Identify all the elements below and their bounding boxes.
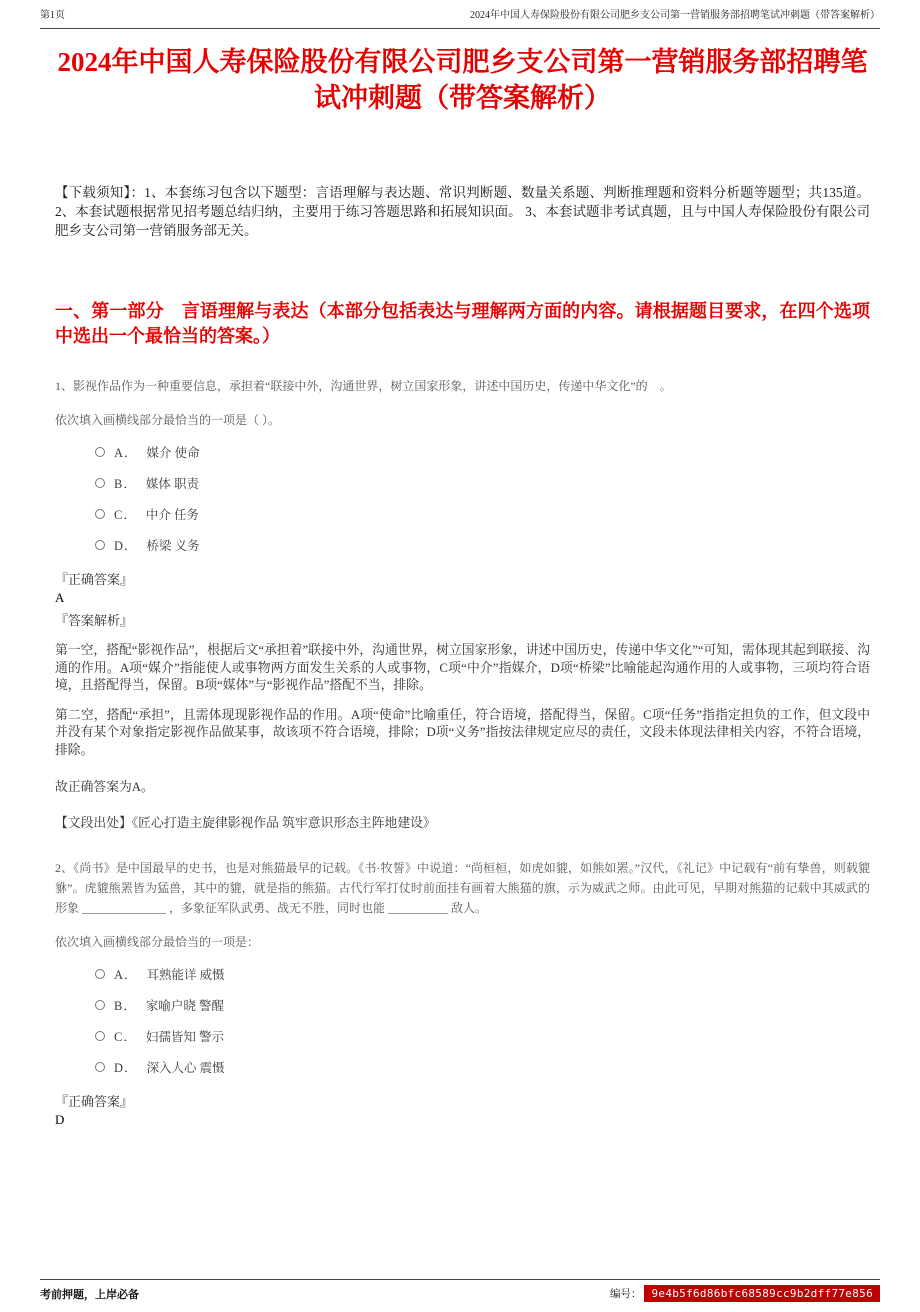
option-label: D． [114,1060,138,1075]
question-2-answer: D [55,1112,65,1128]
question-2-stem: 2、《尚书》是中国最早的史书，也是对熊猫最早的记载。《书·牧誓》中说道：“尚桓桓，如虎如貔，如熊如罴。”汉代，《礼记》中记载有“前有挚兽，则载貔貅”。虎貔熊罴皆为猛兽，其中的貔，就是指的熊猫。古代行军打仗时前面挂有画着大熊猫的旗，示为威武之师。由此可见，早期对熊猫的记载中其威武的形象 ______________ ，多象征军队武勇、战无不胜，同时也能 __________ 敌人。 [55,860,870,915]
question-2-option-b[interactable] [55,989,870,1020]
section-heading: 一、第一部分 言语理解与表达（本部分包括表达与理解两方面的内容。请根据题目要求，在四个选项中选出一个最恰当的答案。） [55,300,870,346]
radio-icon[interactable] [95,540,105,550]
radio-icon[interactable] [95,969,105,979]
question-1-source: 【文段出处】《匠心打造主旋律影视作品 筑牢意识形态主阵地建设》 [55,815,436,830]
page-content [55,45,870,1128]
question-1-analysis-label: 『答案解析』 [55,613,134,629]
question-1-option-b[interactable] [55,467,870,498]
question-2-option-c[interactable] [55,1020,870,1051]
option-label: C． [114,1029,137,1044]
question-2-option-a[interactable] [55,958,870,989]
option-label: D． [114,538,138,553]
option-label: A． [114,445,138,460]
question-1 [55,377,870,831]
question-1-option-c[interactable] [55,498,870,529]
radio-icon[interactable] [95,1000,105,1010]
radio-icon[interactable] [95,1031,105,1041]
question-2-prompt: 依次填入画横线部分最恰当的一项是： [55,935,260,950]
question-1-option-d[interactable] [55,529,870,560]
question-2 [55,859,870,1128]
download-notice: 【下载须知】：1、本套练习包含以下题型：言语理解与表达题、常识判断题、数量关系题、判断推理题和资料分析题等题型；共135道。 2、本套试题根据常见招考题总结归纳，主要用于练习答题思路和拓展知识面。 3、本套试题非考试真题，且与中国人寿保险股份有限公司肥乡支公司第一营销服务部无关。 [55,185,870,239]
radio-icon[interactable] [95,478,105,488]
question-1-analysis-p1: 第一空，搭配“影视作品”，根据后文“承担着”联接中外，沟通世界，树立国家形象，讲述中国历史，传递中华文化”“可知，需体现其起到联接、沟通的作用。A项“媒介”指能使人或事物两方面发生关系的人或事物，C项“中介”指媒介，D项“桥梁”比喻能起沟通作用的人或事物，三项均符合语境，且搭配得当，保留。B项“媒体”与“影视作品”搭配不当，排除。 [55,643,870,692]
option-label: B． [114,998,137,1013]
radio-icon[interactable] [95,447,105,457]
question-2-answer-label: 『正确答案』 [55,1094,134,1110]
header-doc-title: 2024年中国人寿保险股份有限公司肥乡支公司第一营销服务部招聘笔试冲刺题（带答案解析） [470,10,880,21]
footer-slogan: 考前押题，上岸必备 [40,1288,139,1301]
page-number: 第1页 [40,10,65,21]
question-1-options [55,436,870,560]
question-2-options [55,958,870,1082]
option-text: 家喻户晓 警醒 [145,998,224,1013]
code-badge: 9e4b5f6d86bfc68589cc9b2dff77e856 [644,1285,880,1302]
option-text: 耳熟能详 威慑 [146,967,225,982]
page-header [40,10,880,29]
footer-code [610,1285,880,1302]
question-1-answer: A [55,590,65,606]
question-1-answer-label: 『正确答案』 [55,572,134,588]
radio-icon[interactable] [95,1062,105,1072]
question-1-stem: 1、影视作品作为一种重要信息，承担着“联接中外，沟通世界，树立国家形象，讲述中国历史，传递中华文化”的 。 [55,378,672,393]
option-text: 媒介 使命 [146,445,200,460]
option-label: B． [114,476,137,491]
question-1-prompt: 依次填入画横线部分最恰当的一项是（ ）。 [55,413,281,428]
option-text: 深入人心 震慑 [146,1060,225,1075]
option-label: A． [114,967,138,982]
option-text: 妇孺皆知 警示 [145,1029,224,1044]
option-text: 桥梁 义务 [146,538,200,553]
question-1-analysis-p2: 第二空，搭配“承担”，且需体现现影视作品的作用。A项“使命”比喻重任，符合语境，搭配得当，保留。C项“任务”指指定担负的工作，但文段中并没有某个对象指定影视作品做某事，故该项不符合语境，排除；D项“义务”指按法律规定应尽的责任，文段未体现法律相关内容，不符合语境，排除。 [55,708,870,757]
option-text: 中介 任务 [145,507,199,522]
radio-icon[interactable] [95,509,105,519]
document-page [0,10,920,1312]
code-label: 编号： [609,1289,642,1300]
page-footer [40,1279,880,1302]
question-1-conclusion: 故正确答案为A。 [55,779,154,794]
question-2-option-d[interactable] [55,1051,870,1082]
document-title: 2024年中国人寿保险股份有限公司肥乡支公司第一营销服务部招聘笔试冲刺题（带答案解析） [57,47,868,113]
option-label: C． [114,507,137,522]
question-1-option-a[interactable] [55,436,870,467]
option-text: 媒体 职责 [145,476,199,491]
